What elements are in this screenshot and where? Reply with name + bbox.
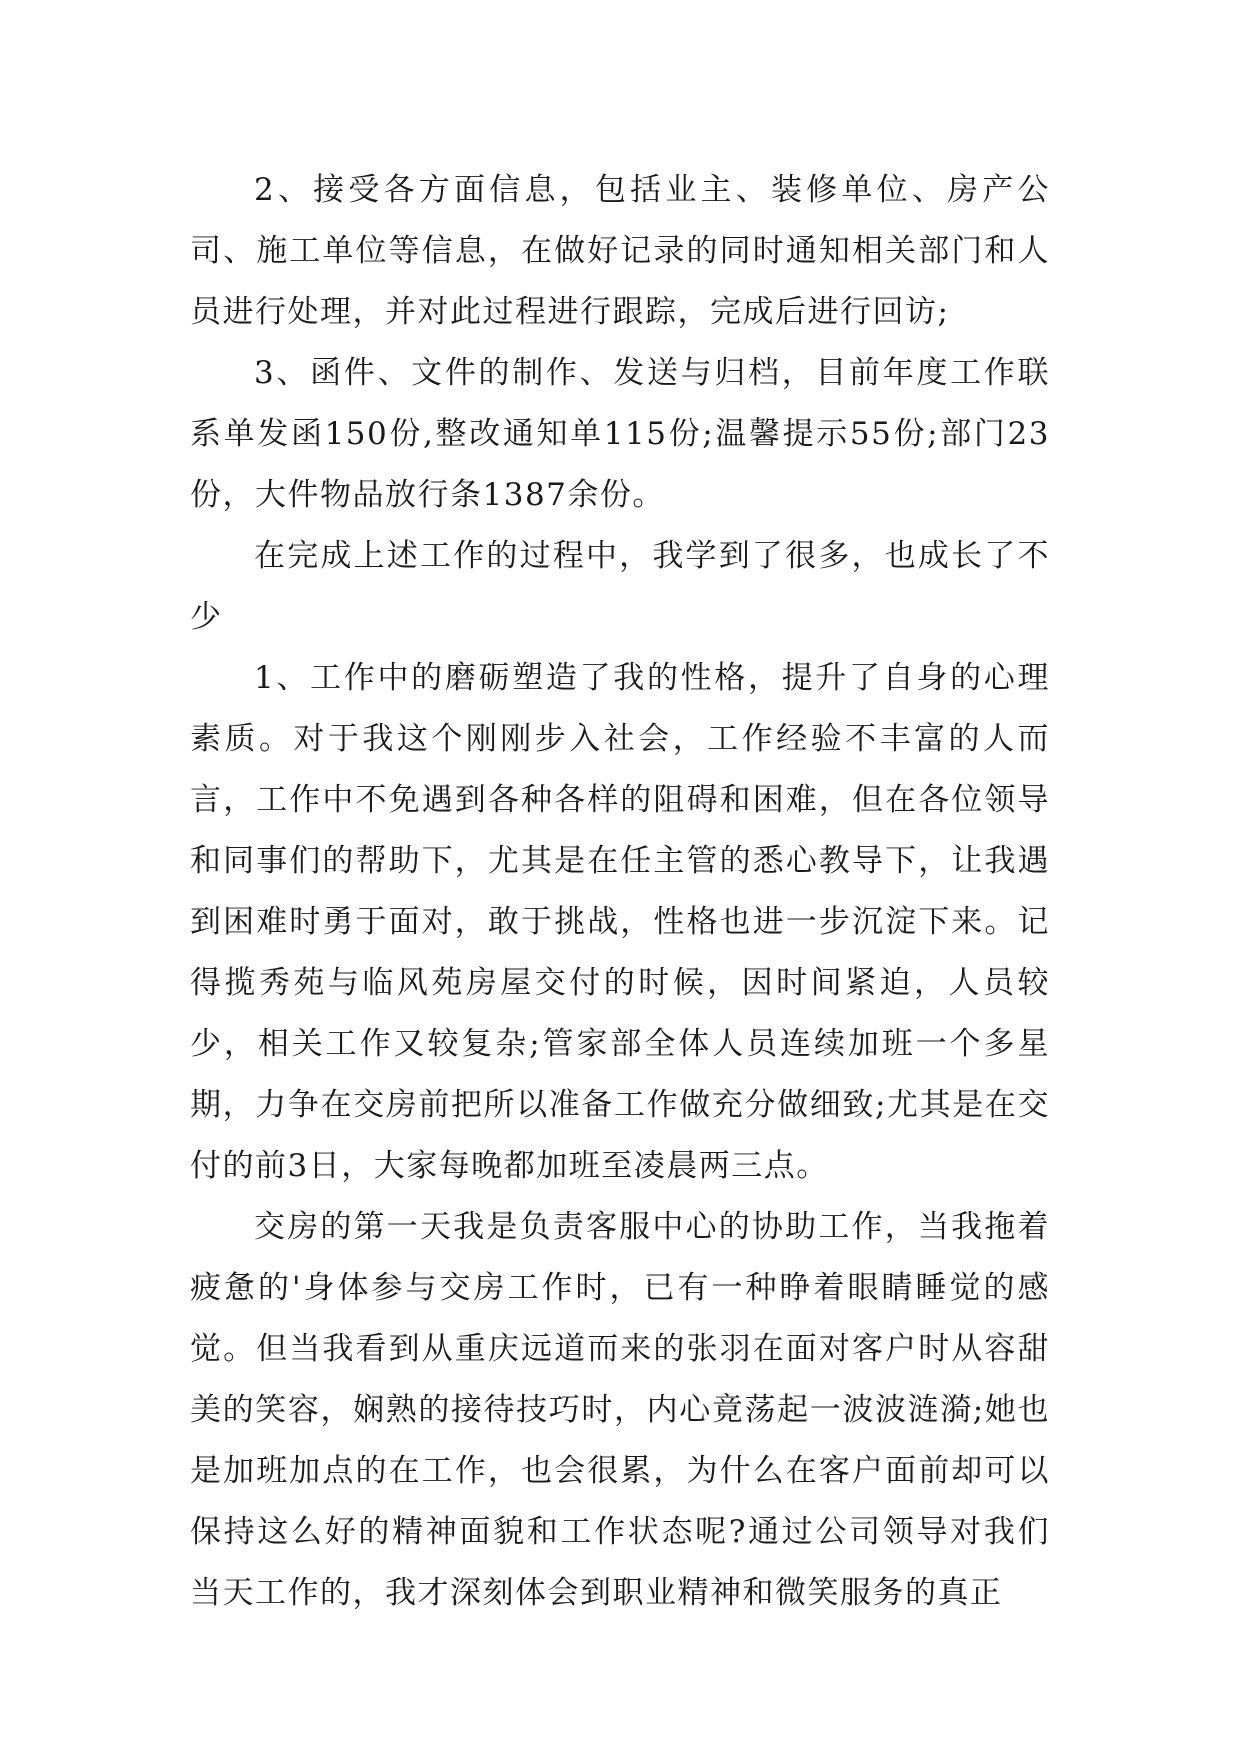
paragraph-character: 1、工作中的磨砺塑造了我的性格，提升了自身的心理素质。对于我这个刚刚步入社会，工作经验不丰富的人而言，工作中不免遇到各种各样的阻碍和困难，但在各位领导和同事们的帮助下，尤其是在任主管的悉心教导下，让我遇到困难时勇于面对，敢于挑战，性格也进一步沉淀下来。记得揽秀苑与临风苑房屋交付的时候，因时间紧迫，人员较少，相关工作又较复杂;管家部全体人员连续加班一个多星期，力争在交房前把所以准备工作做充分做细致;尤其是在交付的前3日，大家每晚都加班至凌晨两三点。: [190, 660, 1050, 1184]
paragraph-item-2: 2、接受各方面信息，包括业主、装修单位、房产公司、施工单位等信息，在做好记录的同时通知相关部门和人员进行处理，并对此过程进行跟踪，完成后进行回访;: [190, 172, 1050, 330]
paragraph-item-3: 3、函件、文件的制作、发送与归档，目前年度工作联系单发函150份,整改通知单115份;温馨提示55份;部门23份，大件物品放行条1387余份。: [190, 355, 1050, 513]
paragraph-handover-day: 交房的第一天我是负责客服中心的协助工作，当我拖着疲惫的'身体参与交房工作时，已有一种睁着眼睛睡觉的感觉。但当我看到从重庆远道而来的张羽在面对客户时从容甜美的笑容，娴熟的接待技巧时，内心竟荡起一波波涟漪;她也是加班加点的在工作，也会很累，为什么在客户面前却可以保持这么好的精神面貌和工作状态呢?通过公司领导对我们当天工作的，我才深刻体会到职业精神和微笑服务的真正: [190, 1209, 1050, 1611]
paragraph-growth-intro: 在完成上述工作的过程中，我学到了很多，也成长了不少: [190, 538, 1050, 635]
document-body: [190, 160, 1050, 1624]
